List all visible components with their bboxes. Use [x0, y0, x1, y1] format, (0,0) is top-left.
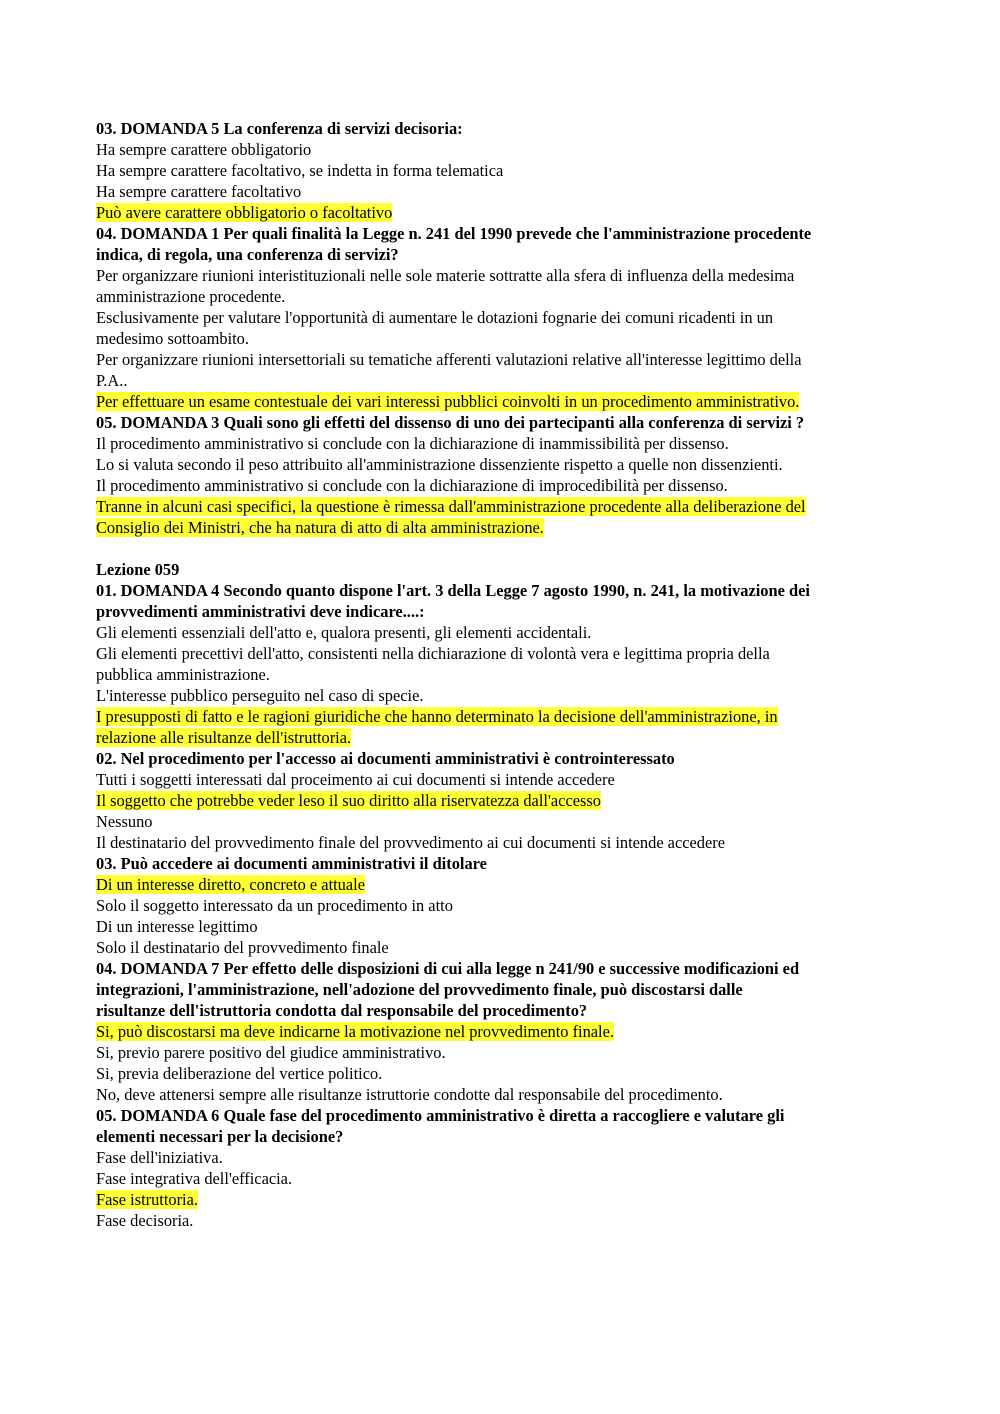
answer-option: [96, 769, 940, 790]
question-text: 05. DOMANDA 6 Quale fase del procedimento amministrativo è diretta a raccogliere e valutare gli: [96, 1106, 785, 1125]
highlight-mark: Il soggetto che potrebbe veder leso il suo diritto alla riservatezza dall'accesso: [96, 791, 601, 810]
answer-text: [96, 790, 940, 811]
answer-option: [96, 622, 940, 643]
question-text: 03. Può accedere ai documenti amministrativi il ditolare: [96, 854, 487, 873]
answer-option: [96, 1168, 940, 1189]
question-text: 03. DOMANDA 5 La conferenza di servizi decisoria:: [96, 119, 463, 138]
answer-text: Lo si valuta secondo il peso attribuito all'amministrazione dissenziente rispetto a quelle non dissenzienti.: [96, 455, 783, 474]
answer-text: Il procedimento amministrativo si conclude con la dichiarazione di improcedibilità per dissenso.: [96, 476, 728, 495]
answer-text: [96, 517, 940, 538]
question-block: [96, 580, 940, 748]
answer-option: [96, 1147, 940, 1168]
answer-option: [96, 643, 940, 685]
lesson-questions-section: [96, 580, 940, 1231]
question-block: [96, 223, 940, 412]
answer-text: No, deve attenersi sempre alle risultanze istruttorie condotte dal responsabile del procedimento.: [96, 1085, 723, 1104]
question-text: 02. Nel procedimento per l'accesso ai documenti amministrativi è controinteressato: [96, 749, 675, 768]
answer-text: Esclusivamente per valutare l'opportunità di aumentare le dotazioni fognarie dei comuni ricadenti in un: [96, 308, 774, 327]
answer-option: [96, 937, 940, 958]
answer-text: Solo il destinatario del provvedimento finale: [96, 938, 389, 957]
question-text: 05. DOMANDA 3 Quali sono gli effetti del dissenso di uno dei partecipanti alla conferenza di servizi ?: [96, 413, 805, 432]
answer-option: [96, 1063, 940, 1084]
answer-text: P.A..: [96, 371, 128, 390]
answer-option: [96, 160, 940, 181]
question-block: [96, 1105, 940, 1231]
question-block: [96, 958, 940, 1105]
answer-text: Gli elementi essenziali dell'atto e, qualora presenti, gli elementi accidentali.: [96, 623, 592, 642]
question-text: 04. DOMANDA 1 Per quali finalità la Legge n. 241 del 1990 prevede che l'amministrazione procedente: [96, 224, 812, 243]
question-text: elementi necessari per la decisione?: [96, 1127, 344, 1146]
highlight-mark: Di un interesse diretto, concreto e attuale: [96, 875, 365, 894]
highlight-mark: Si, può discostarsi ma deve indicarne la motivazione nel provvedimento finale.: [96, 1022, 614, 1041]
answer-text: Solo il soggetto interessato da un procedimento in atto: [96, 896, 453, 915]
answer-option: [96, 139, 940, 160]
answer-text: [96, 727, 940, 748]
answer-option: [96, 1084, 940, 1105]
answer-text: Ha sempre carattere facoltativo: [96, 182, 302, 201]
answer-option: [96, 181, 940, 202]
answer-text: Il destinatario del provvedimento finale del provvedimento ai cui documenti si intende accedere: [96, 833, 725, 852]
answer-option: [96, 265, 940, 307]
correct-answer: [96, 1189, 940, 1210]
highlight-mark: Fase istruttoria.: [96, 1190, 198, 1209]
answer-text: Per organizzare riunioni interistituzionali nelle sole materie sottratte alla sfera di influenza della medesima: [96, 266, 795, 285]
answer-text: [96, 1021, 940, 1042]
highlight-mark: relazione alle risultanze dell'istruttoria.: [96, 728, 352, 747]
answer-text: [96, 391, 940, 412]
answer-option: [96, 475, 940, 496]
correct-answer: [96, 496, 940, 538]
highlight-mark: Tranne in alcuni casi specifici, la questione è rimessa dall'amministrazione procedente alla deliberazione del: [96, 497, 806, 516]
correct-answer: [96, 706, 940, 748]
correct-answer: [96, 790, 940, 811]
answer-option: [96, 1210, 940, 1231]
question-block: [96, 853, 940, 958]
answer-text: Si, previo parere positivo del giudice amministrativo.: [96, 1043, 446, 1062]
answer-option: [96, 349, 940, 391]
answer-text: Ha sempre carattere facoltativo, se indetta in forma telematica: [96, 161, 504, 180]
answer-text: Fase decisoria.: [96, 1211, 194, 1230]
answer-option: [96, 832, 940, 853]
question-block: [96, 412, 940, 538]
highlight-mark: Può avere carattere obbligatorio o facoltativo: [96, 203, 393, 222]
answer-text: Fase integrativa dell'efficacia.: [96, 1169, 293, 1188]
question-text: integrazioni, l'amministrazione, nell'adozione del provvedimento finale, può discostarsi dalle: [96, 980, 743, 999]
answer-option: [96, 1042, 940, 1063]
answer-text: [96, 706, 940, 727]
answer-option: [96, 454, 940, 475]
highlight-mark: I presupposti di fatto e le ragioni giuridiche che hanno determinato la decisione dell'amministrazione, in: [96, 707, 778, 726]
answer-option: [96, 307, 940, 349]
answer-text: Tutti i soggetti interessati dal proceimento ai cui documenti si intende accedere: [96, 770, 615, 789]
correct-answer: [96, 874, 940, 895]
answer-text: medesimo sottoambito.: [96, 329, 249, 348]
answer-text: Il procedimento amministrativo si conclude con la dichiarazione di inammissibilità per dissenso.: [96, 434, 729, 453]
answer-text: [96, 202, 940, 223]
question-block: [96, 118, 940, 223]
answer-option: [96, 916, 940, 937]
question-text: 01. DOMANDA 4 Secondo quanto dispone l'art. 3 della Legge 7 agosto 1990, n. 241, la motivazione dei: [96, 581, 810, 600]
correct-answer: [96, 202, 940, 223]
lesson-title: Lezione 059: [96, 560, 180, 579]
answer-text: L'interesse pubblico perseguito nel caso di specie.: [96, 686, 424, 705]
correct-answer: [96, 1021, 940, 1042]
answer-text: Si, previa deliberazione del vertice politico.: [96, 1064, 383, 1083]
answer-option: [96, 895, 940, 916]
answer-text: Per organizzare riunioni intersettoriali su tematiche afferenti valutazioni relative all'interesse legittimo della: [96, 350, 802, 369]
answer-option: [96, 685, 940, 706]
answer-text: amministrazione procedente.: [96, 287, 286, 306]
highlight-mark: Per effettuare un esame contestuale dei vari interessi pubblici coinvolti in un procedimento amministrativo.: [96, 392, 800, 411]
answer-option: [96, 433, 940, 454]
question-block: [96, 748, 940, 853]
answer-text: Fase dell'iniziativa.: [96, 1148, 223, 1167]
answer-text: Gli elementi precettivi dell'atto, consistenti nella dichiarazione di volontà vera e legittima propria della: [96, 644, 770, 663]
answer-text: Di un interesse legittimo: [96, 917, 258, 936]
answer-text: [96, 874, 940, 895]
answer-text: Nessuno: [96, 812, 153, 831]
answer-option: [96, 811, 940, 832]
question-text: indica, di regola, una conferenza di servizi?: [96, 245, 399, 264]
question-text: risultanze dell'istruttoria condotta dal responsabile del procedimento?: [96, 1001, 588, 1020]
answer-text: [96, 1189, 940, 1210]
questions-section: [96, 118, 940, 538]
correct-answer: [96, 391, 940, 412]
answer-text: [96, 496, 940, 517]
answer-text: pubblica amministrazione.: [96, 665, 270, 684]
question-text: 04. DOMANDA 7 Per effetto delle disposizioni di cui alla legge n 241/90 e successive modificazioni ed: [96, 959, 800, 978]
highlight-mark: Consiglio dei Ministri, che ha natura di atto di alta amministrazione.: [96, 518, 544, 537]
answer-text: Ha sempre carattere obbligatorio: [96, 140, 312, 159]
question-text: provvedimenti amministrativi deve indicare....:: [96, 602, 425, 621]
